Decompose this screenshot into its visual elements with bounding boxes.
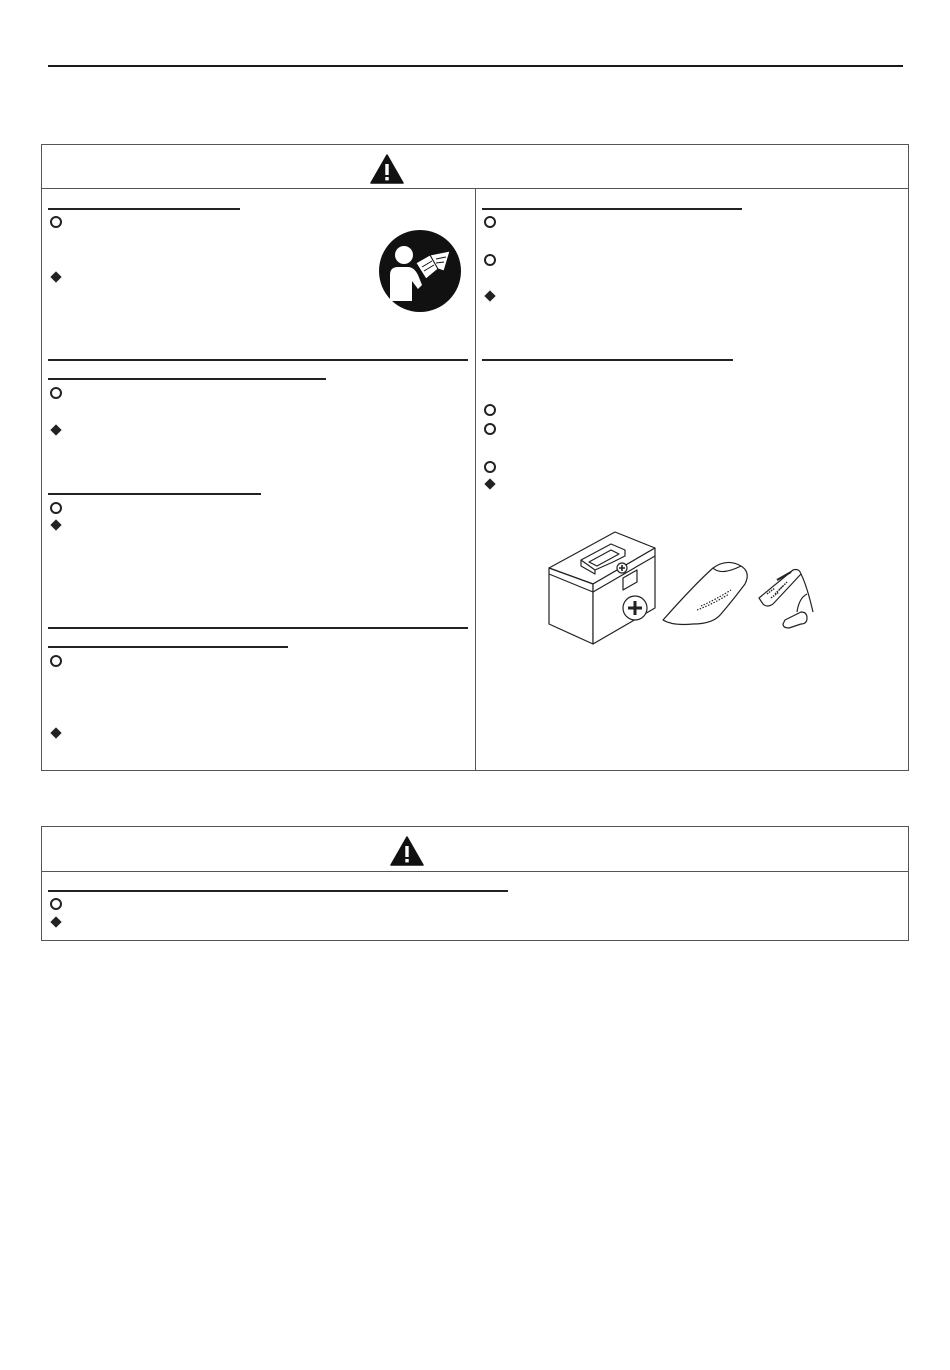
circle-bullet-icon: [50, 655, 62, 667]
warning-triangle-icon: [390, 836, 424, 866]
section-heading-rule: [48, 208, 240, 210]
circle-bullet-icon: [484, 423, 496, 435]
whistle-icon: [783, 594, 807, 628]
circle-bullet-icon: [484, 461, 496, 473]
circle-bullet-icon: [50, 387, 62, 399]
circle-bullet-icon: [484, 254, 496, 266]
section-heading-rule: [48, 890, 508, 892]
circle-bullet-icon: [484, 216, 496, 228]
first-aid-illustration: [545, 528, 820, 650]
section-heading-rule: [48, 627, 468, 629]
circle-bullet-icon: [50, 898, 62, 910]
warning-box-2: [41, 826, 909, 941]
warning-box-2-header-divider: [42, 871, 908, 872]
section-subheading-rule: [48, 378, 326, 380]
section-heading-rule: [48, 359, 468, 361]
section-heading-rule: [482, 359, 733, 361]
warning-box-1-column-divider: [475, 189, 476, 770]
section-heading-rule: [482, 208, 742, 210]
read-manual-icon: [378, 229, 462, 313]
circle-bullet-icon: [484, 404, 496, 416]
mobile-phone-icon: [759, 570, 813, 613]
circle-bullet-icon: [50, 216, 62, 228]
section-heading-rule: [48, 493, 261, 495]
page-top-rule: [48, 65, 903, 67]
first-aid-box-icon: [549, 532, 655, 644]
towel-icon: [663, 562, 747, 624]
circle-bullet-icon: [50, 502, 62, 514]
section-subheading-rule: [48, 646, 288, 648]
warning-triangle-icon: [370, 154, 404, 184]
